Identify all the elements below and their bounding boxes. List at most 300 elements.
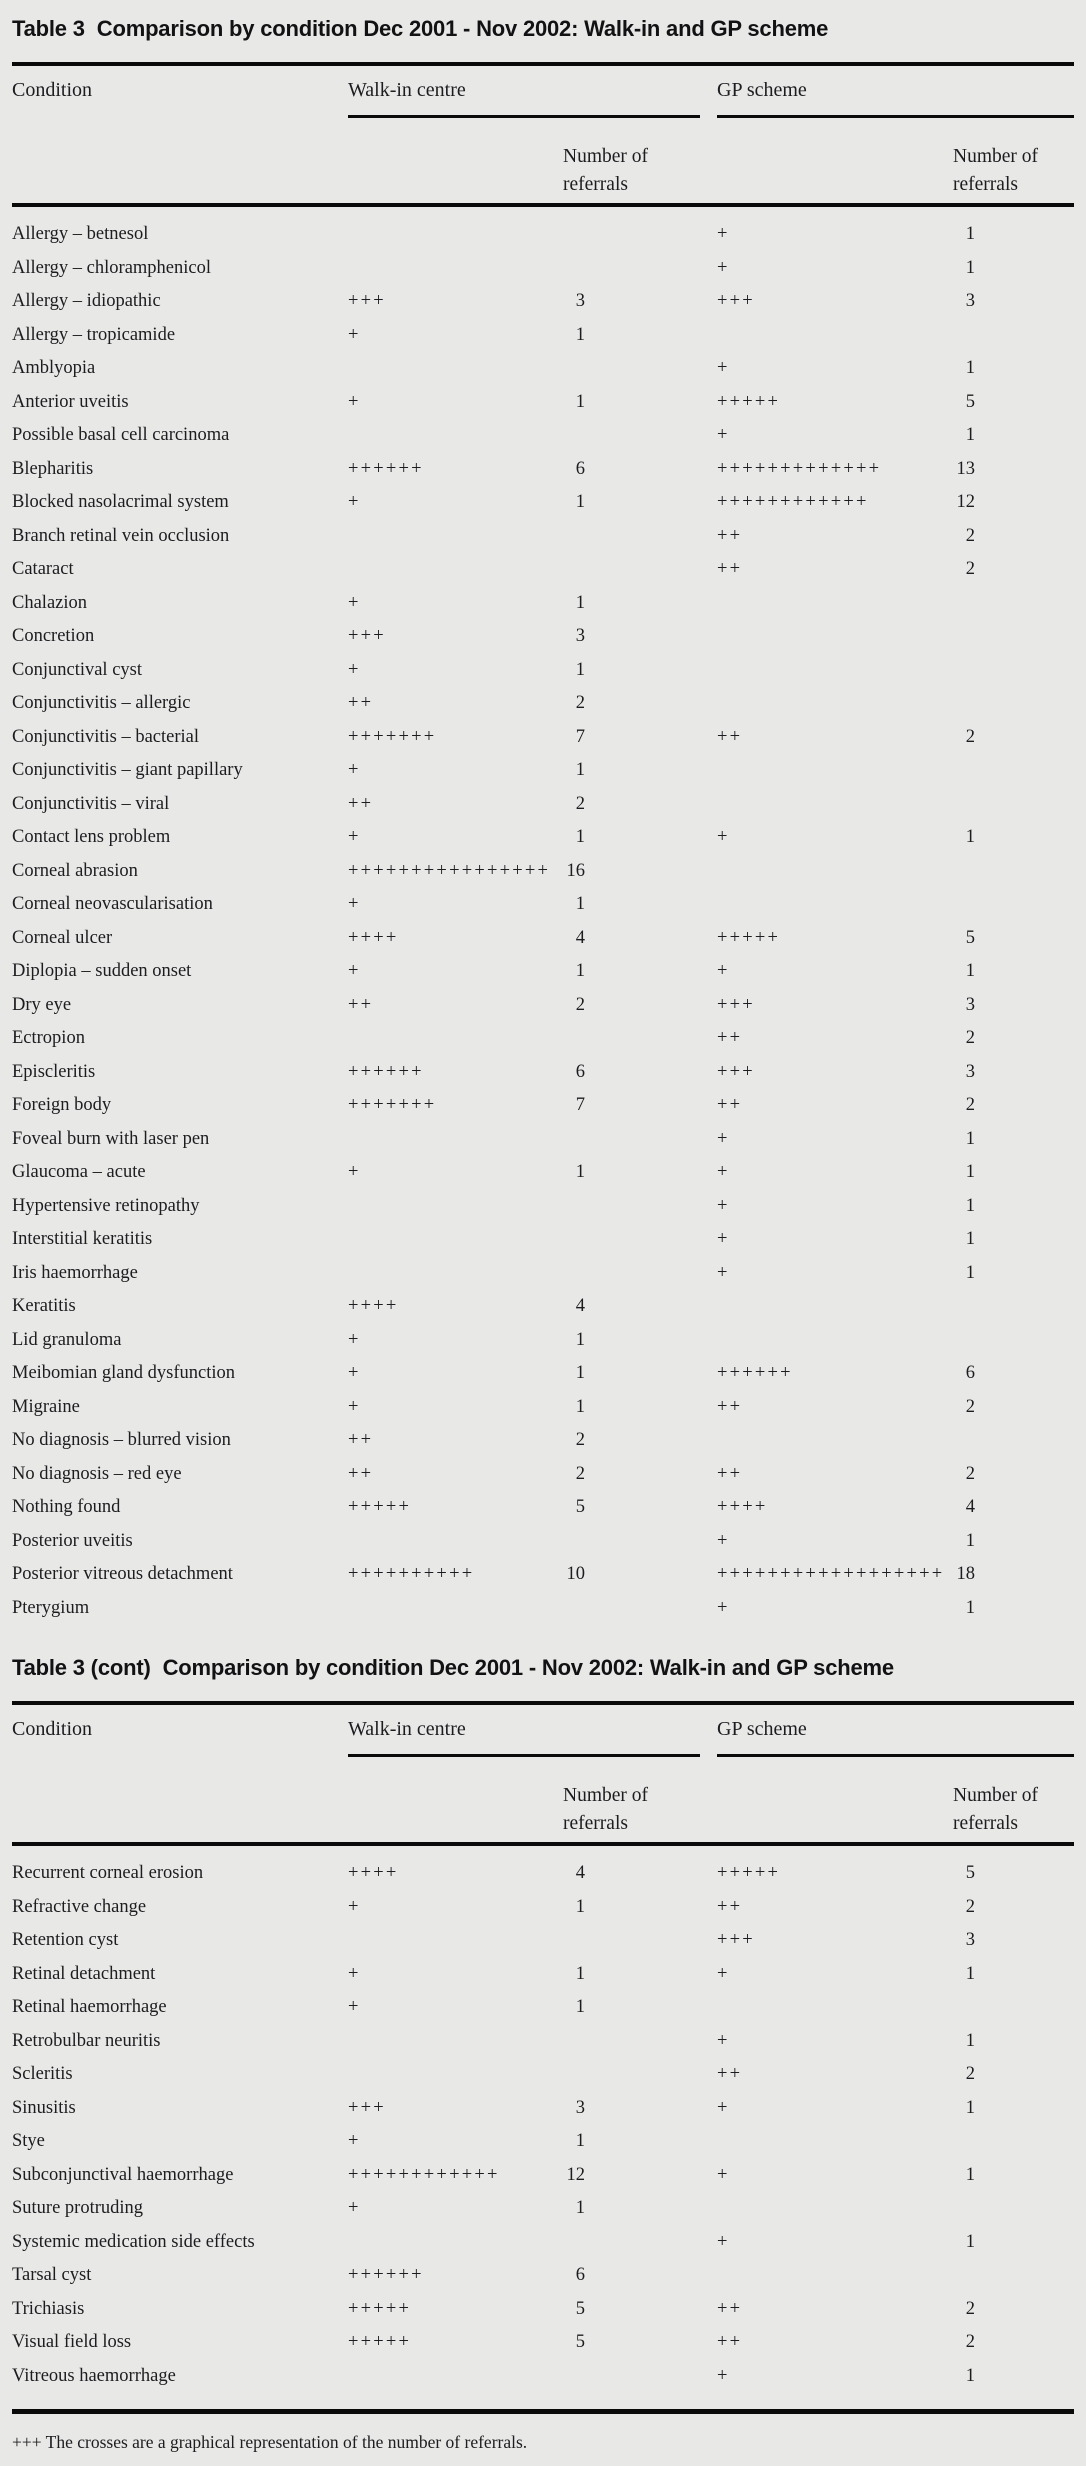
- condition-cell: Ectropion: [12, 1028, 85, 1048]
- table-row: [12, 1424, 1074, 1458]
- walkin-crosses-cell: [348, 2025, 545, 2059]
- walkin-referrals-cell: 2: [575, 793, 585, 814]
- walkin-referrals-cell: 1: [575, 2131, 585, 2151]
- walkin-referrals-cell: 1: [575, 1896, 585, 1917]
- table-row: [12, 1156, 1074, 1190]
- table3-cont-rows: [12, 1857, 1074, 2393]
- condition-cell: Scleritis: [12, 2064, 73, 2084]
- gp-crosses-cell: [717, 2192, 935, 2226]
- condition-cell: Retinal haemorrhage: [12, 1997, 167, 2017]
- condition-cell: Episcleritis: [12, 1061, 96, 1082]
- walkin-crosses-cell: [348, 553, 545, 587]
- condition-cell: Allergy – tropicamide: [12, 324, 176, 345]
- table-row: [12, 218, 1074, 252]
- table-row: [12, 1056, 1074, 1090]
- gp-referrals-cell: 1: [965, 1128, 975, 1149]
- table3-subheader-row: [12, 143, 1074, 199]
- walkin-crosses-cell: ++++++++++++++++: [348, 860, 551, 881]
- walkin-crosses-cell: ++: [348, 1463, 374, 1484]
- walkin-crosses-cell: ++++++: [348, 1061, 424, 1082]
- gp-referrals-cell: 3: [965, 994, 975, 1015]
- gp-referrals-cell: [935, 1324, 975, 1358]
- walkin-crosses-cell: +: [348, 492, 361, 512]
- gp-crosses-cell: +: [717, 1530, 730, 1551]
- gp-referrals-cell: 1: [965, 425, 975, 445]
- gp-crosses-cell: +: [717, 1128, 730, 1149]
- spacer-cell: [585, 1123, 717, 1157]
- condition-cell: Conjunctivitis – bacterial: [12, 726, 200, 747]
- walkin-referrals-cell: 1: [575, 1329, 585, 1350]
- condition-cell: Subconjunctival haemorrhage: [12, 2164, 234, 2185]
- gp-crosses-cell: +: [717, 257, 730, 278]
- condition-cell: Keratitis: [12, 1296, 76, 1316]
- walkin-referrals-cell: 1: [575, 760, 585, 780]
- walkin-crosses-cell: [348, 1123, 545, 1157]
- walkin-referrals-cell: 1: [575, 1396, 585, 1417]
- gp-referrals-cell: [935, 654, 975, 688]
- gp-crosses-cell: +: [717, 2164, 730, 2185]
- table-row: [12, 754, 1074, 788]
- spacer-cell: [585, 1458, 717, 1492]
- table-row: [12, 386, 1074, 420]
- walkin-referrals-cell: [545, 1592, 585, 1626]
- walkin-crosses-cell: +: [348, 324, 361, 345]
- table-row: [12, 1958, 1074, 1992]
- walkin-crosses-cell: +: [348, 894, 361, 914]
- gp-crosses-cell: [717, 855, 935, 889]
- gp-crosses-cell: ++: [717, 2064, 743, 2084]
- gp-crosses-cell: ++: [717, 1095, 743, 1115]
- table-row: [12, 1491, 1074, 1525]
- condition-cell: Corneal neovascularisation: [12, 894, 213, 914]
- gp-referrals-cell: [935, 587, 975, 621]
- spacer-cell: [585, 2360, 717, 2394]
- walkin-crosses-cell: +++++: [348, 2298, 412, 2319]
- gp-crosses-cell: [717, 2259, 935, 2293]
- table-row: [12, 1592, 1074, 1626]
- gp-referrals-cell: 1: [965, 358, 975, 378]
- table-row: [12, 888, 1074, 922]
- walkin-crosses-cell: [348, 520, 545, 554]
- spacer-cell: [585, 1324, 717, 1358]
- walkin-crosses-cell: +: [348, 1162, 361, 1182]
- gp-referrals-cell: 1: [965, 1597, 975, 1618]
- walkin-referrals-cell: 1: [575, 1162, 585, 1182]
- walkin-referrals-cell: 6: [575, 458, 585, 479]
- walkin-referrals-cell: [545, 1924, 585, 1958]
- walkin-referrals-cell: 5: [575, 2298, 585, 2319]
- condition-cell: Chalazion: [12, 592, 88, 613]
- condition-cell: Concretion: [12, 626, 95, 646]
- condition-cell: Pterygium: [12, 1597, 90, 1618]
- spacer-cell: [585, 821, 717, 855]
- condition-cell: Diplopia – sudden onset: [12, 961, 192, 981]
- spacer-cell: [585, 1491, 717, 1525]
- walkin-referrals-cell: 1: [575, 1363, 585, 1383]
- gp-crosses-cell: +: [717, 1229, 730, 1249]
- spacer-cell: [585, 922, 717, 956]
- walkin-referrals-cell: 4: [575, 1296, 585, 1316]
- walkin-crosses-cell: [348, 1022, 545, 1056]
- condition-cell: Sinusitis: [12, 2097, 76, 2118]
- walkin-crosses-cell: [348, 352, 545, 386]
- gp-referrals-cell: 4: [965, 1497, 975, 1517]
- gp-referrals-cell: [935, 2192, 975, 2226]
- condition-cell: Allergy – chloramphenicol: [12, 257, 211, 278]
- table-row: [12, 1558, 1074, 1592]
- walkin-referrals-cell: 2: [575, 994, 585, 1015]
- condition-cell: Possible basal cell carcinoma: [12, 425, 230, 445]
- spacer-cell: [585, 587, 717, 621]
- table3-title-text: Comparison by condition Dec 2001 - Nov 2002: Walk-in and GP scheme: [96, 16, 829, 41]
- gp-crosses-cell: +++: [717, 291, 755, 311]
- walkin-crosses-cell: +++++++: [348, 726, 437, 747]
- table-row: [12, 1257, 1074, 1291]
- walkin-referrals-cell: 1: [575, 659, 585, 680]
- gp-crosses-cell: [717, 687, 935, 721]
- gp-crosses-cell: ++++++: [717, 1363, 793, 1383]
- table3-cont-mid-rule: [12, 1842, 1074, 1846]
- gp-crosses-cell: +: [717, 2365, 730, 2386]
- condition-cell: Dry eye: [12, 994, 72, 1015]
- walkin-crosses-cell: ++++++++++++: [348, 2164, 500, 2185]
- walkin-crosses-cell: ++++++: [348, 2265, 424, 2285]
- walkin-crosses-cell: +++: [348, 626, 386, 646]
- walkin-crosses-cell: [348, 2226, 545, 2260]
- gp-referrals-cell: 18: [956, 1564, 975, 1584]
- table3-cont-title-prefix: Table 3 (cont): [12, 1655, 151, 1680]
- condition-cell: Blocked nasolacrimal system: [12, 492, 229, 512]
- spacer-cell: [585, 1391, 717, 1425]
- condition-cell: Visual field loss: [12, 2332, 132, 2352]
- walkin-centre-column-header: Walk-in centre: [348, 1718, 466, 1740]
- table-row: [12, 1290, 1074, 1324]
- gp-referrals-cell: [935, 687, 975, 721]
- condition-cell: No diagnosis – blurred vision: [12, 1430, 231, 1450]
- condition-cell: Hypertensive retinopathy: [12, 1195, 200, 1216]
- spacer-cell: [585, 1592, 717, 1626]
- table-bottom-rule: [12, 2409, 1074, 2414]
- gp-crosses-cell: +++: [717, 1061, 755, 1082]
- spacer-cell: [585, 2192, 717, 2226]
- spacer-cell: [585, 352, 717, 386]
- walkin-crosses-cell: +++: [348, 291, 386, 311]
- spacer-cell: [585, 2326, 717, 2360]
- walkin-crosses-cell: +: [348, 1363, 361, 1383]
- gp-referrals-cell: 2: [965, 1396, 975, 1417]
- table-row: [12, 654, 1074, 688]
- walkin-crosses-cell: [348, 252, 545, 286]
- gp-crosses-cell: [717, 2125, 935, 2159]
- condition-cell: Allergy – betnesol: [12, 224, 149, 244]
- walkin-referrals-cell: 1: [575, 1963, 585, 1984]
- gp-referrals-cell: 2: [965, 1463, 975, 1484]
- walkin-crosses-cell: ++: [348, 693, 374, 713]
- walkin-crosses-cell: ++++++: [348, 458, 424, 479]
- gp-referrals-cell: 3: [965, 291, 975, 311]
- gp-referrals-cell: [935, 2259, 975, 2293]
- table-row: [12, 1223, 1074, 1257]
- walkin-crosses-cell: +: [348, 760, 361, 780]
- table-row: [12, 2326, 1074, 2360]
- table3-cont-title-text: Comparison by condition Dec 2001 - Nov 2002: Walk-in and GP scheme: [162, 1655, 894, 1680]
- table-row: [12, 1357, 1074, 1391]
- table-row: [12, 821, 1074, 855]
- walkin-crosses-cell: [348, 1257, 545, 1291]
- gp-crosses-cell: +: [717, 224, 730, 244]
- walkin-referrals-cell: [545, 1223, 585, 1257]
- walkin-referrals-cell: [545, 1123, 585, 1157]
- gp-referrals-cell: [935, 1424, 975, 1458]
- spacer-cell: [585, 2293, 717, 2327]
- table3-group-underlines: [12, 115, 1074, 118]
- condition-cell: Nothing found: [12, 1497, 121, 1517]
- condition-cell: Iris haemorrhage: [12, 1262, 138, 1283]
- walkin-referrals-cell: 2: [575, 1463, 585, 1484]
- gp-crosses-cell: [717, 888, 935, 922]
- condition-cell: Conjunctivitis – viral: [12, 793, 170, 814]
- spacer-cell: [585, 855, 717, 889]
- table3-main-section: [12, 0, 1074, 1625]
- gp-referrals-cell: 2: [965, 1028, 975, 1048]
- spacer-cell: [585, 285, 717, 319]
- walkin-crosses-cell: +: [348, 827, 361, 847]
- walkin-crosses-cell: ++++++++++: [348, 1564, 475, 1584]
- condition-cell: Interstitial keratitis: [12, 1229, 153, 1249]
- table-row: [12, 922, 1074, 956]
- walkin-referrals-cell: 7: [575, 726, 585, 747]
- condition-cell: Vitreous haemorrhage: [12, 2365, 176, 2386]
- spacer-cell: [585, 1156, 717, 1190]
- condition-cell: Blepharitis: [12, 458, 94, 479]
- condition-cell: Glaucoma – acute: [12, 1162, 146, 1182]
- walkin-referrals-cell: 1: [575, 492, 585, 512]
- gp-crosses-cell: +++++: [717, 927, 781, 948]
- walkin-crosses-cell: +: [348, 961, 361, 981]
- walkin-referrals-cell: 1: [575, 324, 585, 345]
- gp-referrals-cell: 5: [965, 927, 975, 948]
- condition-cell: Corneal abrasion: [12, 860, 138, 881]
- walkin-referrals-cell: 2: [575, 693, 585, 713]
- walkin-referrals-cell: 10: [566, 1564, 585, 1584]
- spacer-cell: [585, 989, 717, 1023]
- table-row: [12, 1924, 1074, 1958]
- table-row: [12, 1458, 1074, 1492]
- walkin-referrals-cell: 1: [575, 391, 585, 412]
- gp-crosses-cell: ++++++++++++++++++: [717, 1564, 945, 1584]
- gp-referrals-cell: 1: [965, 1195, 975, 1216]
- table3-title: [12, 0, 1074, 44]
- spacer-cell: [585, 2058, 717, 2092]
- condition-cell: Retinal detachment: [12, 1963, 156, 1984]
- walkin-referrals-cell: [545, 1525, 585, 1559]
- walkin-referrals-cell: [545, 2226, 585, 2260]
- condition-column-header: Condition: [12, 1718, 93, 1740]
- walkin-crosses-cell: +++: [348, 2097, 386, 2118]
- table-row: [12, 319, 1074, 353]
- walkin-crosses-cell: [348, 2360, 545, 2394]
- table-row: [12, 2125, 1074, 2159]
- walkin-crosses-cell: +: [348, 1396, 361, 1417]
- walkin-crosses-cell: [348, 1190, 545, 1224]
- walkin-referrals-cell: 2: [575, 1430, 585, 1450]
- gp-referrals-cell: 2: [965, 559, 975, 579]
- table-row: [12, 486, 1074, 520]
- gp-referrals-cell: 1: [965, 1262, 975, 1283]
- gp-referrals-cell: [935, 888, 975, 922]
- table3-cont-subheader-row: [12, 1782, 1074, 1838]
- gp-crosses-cell: +: [717, 2097, 730, 2118]
- spacer-cell: [585, 1924, 717, 1958]
- condition-cell: Foreign body: [12, 1095, 112, 1115]
- table3-cont-top-rule: [12, 1701, 1074, 1705]
- walkin-referrals-cell: 1: [575, 1997, 585, 2017]
- walkin-crosses-cell: +++++++: [348, 1095, 437, 1115]
- spacer-cell: [585, 553, 717, 587]
- table-row: [12, 453, 1074, 487]
- condition-cell: Migraine: [12, 1396, 80, 1417]
- table-row: [12, 2226, 1074, 2260]
- table-row: [12, 2293, 1074, 2327]
- condition-cell: Conjunctivitis – allergic: [12, 693, 191, 713]
- gp-crosses-cell: +: [717, 961, 730, 981]
- walkin-crosses-cell: ++++: [348, 1863, 399, 1883]
- walkin-referrals-cell: 7: [575, 1095, 585, 1115]
- spacer-cell: [585, 2125, 717, 2159]
- crosses-footnote: +++ The crosses are a graphical representation of the number of referrals.: [12, 2432, 528, 2452]
- gp-referrals-cell: 2: [965, 2298, 975, 2319]
- spacer-cell: [585, 1089, 717, 1123]
- condition-cell: Suture protruding: [12, 2198, 144, 2218]
- table-row: [12, 1089, 1074, 1123]
- condition-cell: Posterior uveitis: [12, 1530, 133, 1551]
- table-row: [12, 955, 1074, 989]
- walkin-referrals-cell: 4: [575, 927, 585, 948]
- walkin-crosses-cell: +: [348, 1963, 361, 1984]
- table-row: [12, 1391, 1074, 1425]
- gp-crosses-cell: [717, 1324, 935, 1358]
- spacer-cell: [585, 453, 717, 487]
- spacer-cell: [585, 1424, 717, 1458]
- walkin-referrals-cell: [545, 1190, 585, 1224]
- walkin-crosses-cell: +++++: [348, 1497, 412, 1517]
- gp-crosses-cell: ++: [717, 2298, 743, 2319]
- gp-crosses-cell: ++++++++++++: [717, 492, 869, 512]
- gp-referrals-cell: [935, 620, 975, 654]
- table3-title-prefix: Table 3: [12, 16, 85, 41]
- spacer-cell: [585, 2159, 717, 2193]
- gp-crosses-cell: +++++: [717, 1863, 781, 1883]
- condition-cell: Posterior vitreous detachment: [12, 1564, 233, 1584]
- walkin-referrals-cell: 3: [575, 2097, 585, 2118]
- condition-column-header: Condition: [12, 79, 93, 101]
- gp-referrals-cell: 2: [965, 525, 975, 546]
- walkin-referrals-cell: [545, 419, 585, 453]
- walkin-crosses-cell: [348, 1924, 545, 1958]
- gp-referrals-cell: 2: [965, 2064, 975, 2084]
- gp-referrals-cell: 1: [965, 1530, 975, 1551]
- gp-crosses-cell: +++++++++++++: [717, 458, 882, 479]
- walkin-crosses-cell: [348, 1223, 545, 1257]
- walkin-crosses-cell: +: [348, 592, 361, 613]
- gp-crosses-cell: [717, 788, 935, 822]
- walkin-referrals-cell: [545, 553, 585, 587]
- walkin-crosses-cell: +: [348, 1896, 361, 1917]
- walkin-crosses-cell: [348, 218, 545, 252]
- gp-crosses-cell: +: [717, 1262, 730, 1283]
- walkin-referrals-cell: 5: [575, 2332, 585, 2352]
- gp-crosses-cell: +: [717, 2030, 730, 2051]
- table-row: [12, 1857, 1074, 1891]
- gp-crosses-cell: +++: [717, 1930, 755, 1950]
- table-row: [12, 2058, 1074, 2092]
- spacer-cell: [585, 1958, 717, 1992]
- gp-crosses-cell: [717, 620, 935, 654]
- table-row: [12, 352, 1074, 386]
- gp-referrals-cell: 5: [965, 1863, 975, 1883]
- walkin-referrals-cell: 12: [566, 2164, 585, 2185]
- gp-referrals-cell: 13: [956, 458, 975, 479]
- table-row: [12, 1190, 1074, 1224]
- gp-crosses-cell: +: [717, 1162, 730, 1182]
- table-row: [12, 2025, 1074, 2059]
- walkin-referrals-cell: 1: [575, 2198, 585, 2218]
- gp-crosses-cell: [717, 654, 935, 688]
- gp-referrals-cell: 1: [965, 2030, 975, 2051]
- gp-referrals-cell: 1: [965, 224, 975, 244]
- spacer-cell: [585, 1891, 717, 1925]
- gp-referrals-cell: 1: [965, 827, 975, 847]
- spacer-cell: [585, 1223, 717, 1257]
- walkin-referrals-cell: [545, 2360, 585, 2394]
- walkin-crosses-cell: [348, 419, 545, 453]
- gp-referrals-cell: [935, 1290, 975, 1324]
- table-row: [12, 620, 1074, 654]
- gp-crosses-cell: [717, 1424, 935, 1458]
- gp-crosses-cell: ++: [717, 559, 743, 579]
- gp-crosses-cell: +: [717, 1597, 730, 1618]
- condition-cell: Retention cyst: [12, 1930, 119, 1950]
- condition-cell: No diagnosis – red eye: [12, 1463, 182, 1484]
- gp-crosses-cell: +++++: [717, 391, 781, 412]
- condition-cell: Retrobulbar neuritis: [12, 2030, 161, 2051]
- walkin-referrals-cell: [545, 252, 585, 286]
- walkin-referrals-cell: 5: [575, 1497, 585, 1517]
- gp-referrals-cell: [935, 2125, 975, 2159]
- gp-referrals-cell: 2: [965, 2332, 975, 2352]
- walkin-crosses-cell: +: [348, 659, 361, 680]
- table-row: [12, 1022, 1074, 1056]
- spacer-cell: [585, 252, 717, 286]
- condition-cell: Allergy – idiopathic: [12, 291, 161, 311]
- condition-cell: Lid granuloma: [12, 1329, 122, 1350]
- condition-cell: Refractive change: [12, 1896, 147, 1917]
- walkin-crosses-cell: ++: [348, 994, 374, 1015]
- gp-crosses-cell: ++: [717, 525, 743, 546]
- walkin-referrals-cell: 16: [566, 860, 585, 881]
- condition-cell: Tarsal cyst: [12, 2265, 92, 2285]
- gp-referrals-cell: 1: [965, 2164, 975, 2185]
- spacer-cell: [585, 721, 717, 755]
- gp-referrals-cell: [935, 855, 975, 889]
- condition-cell: Recurrent corneal erosion: [12, 1863, 204, 1883]
- condition-cell: Meibomian gland dysfunction: [12, 1363, 235, 1383]
- gp-group-underline: [717, 115, 1074, 118]
- spacer-cell: [585, 2226, 717, 2260]
- gp-crosses-cell: [717, 1991, 935, 2025]
- condition-cell: Conjunctival cyst: [12, 659, 142, 680]
- gp-crosses-cell: +: [717, 358, 730, 378]
